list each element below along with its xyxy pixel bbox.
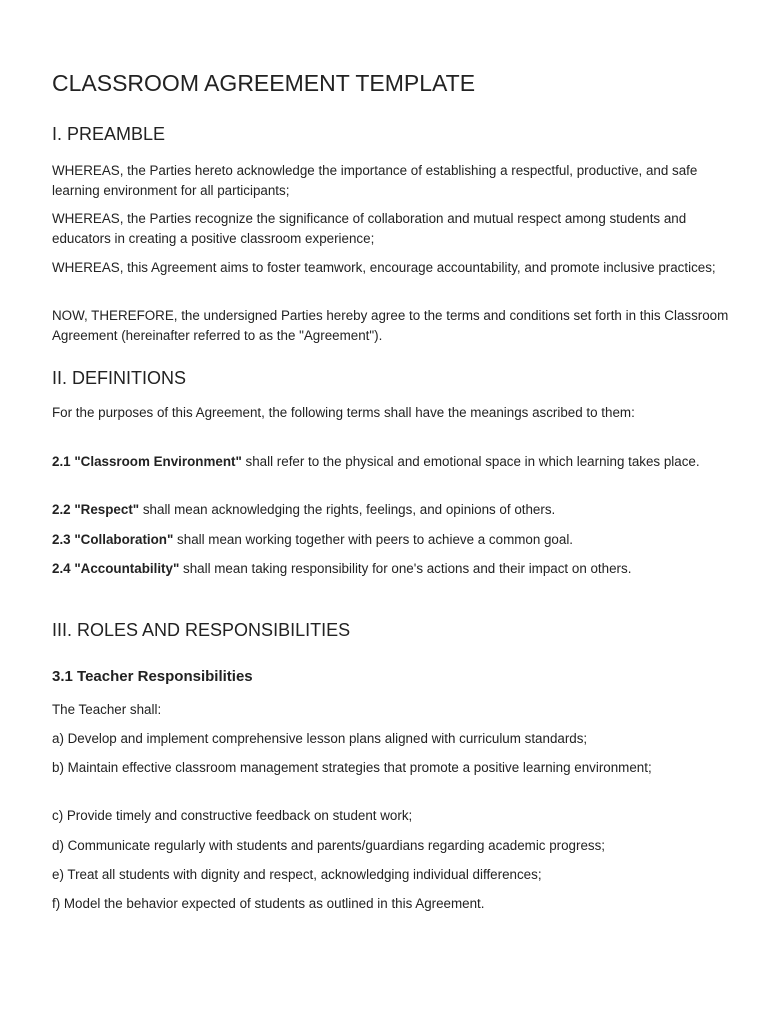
definition-text: shall mean taking responsibility for one's actions and their impact on others.	[179, 561, 632, 576]
definition-term: 2.3 "Collaboration"	[52, 532, 174, 547]
definition-text: shall refer to the physical and emotional space in which learning takes place.	[241, 454, 700, 469]
responsibility-item: d) Communicate regularly with students and parents/guardians regarding academic progress;	[52, 838, 606, 853]
responsibility-item: c) Provide timely and constructive feedback on student work;	[52, 808, 413, 823]
definition-item	[52, 530, 732, 550]
teacher-intro: The Teacher shall:	[52, 702, 162, 717]
responsibility-item: b) Maintain effective classroom management strategies that promote a positive learning environment;	[52, 760, 652, 775]
roles-heading: III. ROLES AND RESPONSIBILITIES	[52, 620, 351, 640]
preamble-paragraph: NOW, THEREFORE, the undersigned Parties hereby agree to the terms and conditions set forth in this Classroom Agreement (hereinafter referred to as the "Agreement").	[52, 308, 729, 343]
preamble-heading: I. PREAMBLE	[52, 124, 166, 144]
responsibility-item: a) Develop and implement comprehensive lesson plans aligned with curriculum standards;	[52, 731, 588, 746]
definition-text: shall mean working together with peers to achieve a common goal.	[173, 532, 574, 547]
definition-item	[52, 559, 732, 579]
definition-text: shall mean acknowledging the rights, feelings, and opinions of others.	[139, 502, 556, 517]
definition-term: 2.4 "Accountability"	[52, 561, 180, 576]
preamble-paragraph: WHEREAS, this Agreement aims to foster teamwork, encourage accountability, and promote inclusive practices;	[52, 260, 716, 275]
responsibility-item: e) Treat all students with dignity and respect, acknowledging individual differences;	[52, 867, 542, 882]
document-title: CLASSROOM AGREEMENT TEMPLATE	[52, 70, 476, 96]
definition-term: 2.2 "Respect"	[52, 502, 140, 517]
definition-term: 2.1 "Classroom Environment"	[52, 454, 242, 469]
definition-item	[52, 452, 732, 472]
preamble-paragraph: WHEREAS, the Parties recognize the significance of collaboration and mutual respect among students and educators in creating a positive classroom experience;	[52, 211, 687, 246]
preamble-paragraph: WHEREAS, the Parties hereto acknowledge the importance of establishing a respectful, productive, and safe learning environment for all participants;	[52, 163, 698, 198]
definitions-intro: For the purposes of this Agreement, the following terms shall have the meanings ascribed to them:	[52, 405, 635, 420]
definition-item	[52, 500, 732, 520]
teacher-responsibilities-heading: 3.1 Teacher Responsibilities	[52, 668, 253, 685]
definitions-heading: II. DEFINITIONS	[52, 368, 187, 388]
responsibility-item: f) Model the behavior expected of students as outlined in this Agreement.	[52, 896, 485, 911]
